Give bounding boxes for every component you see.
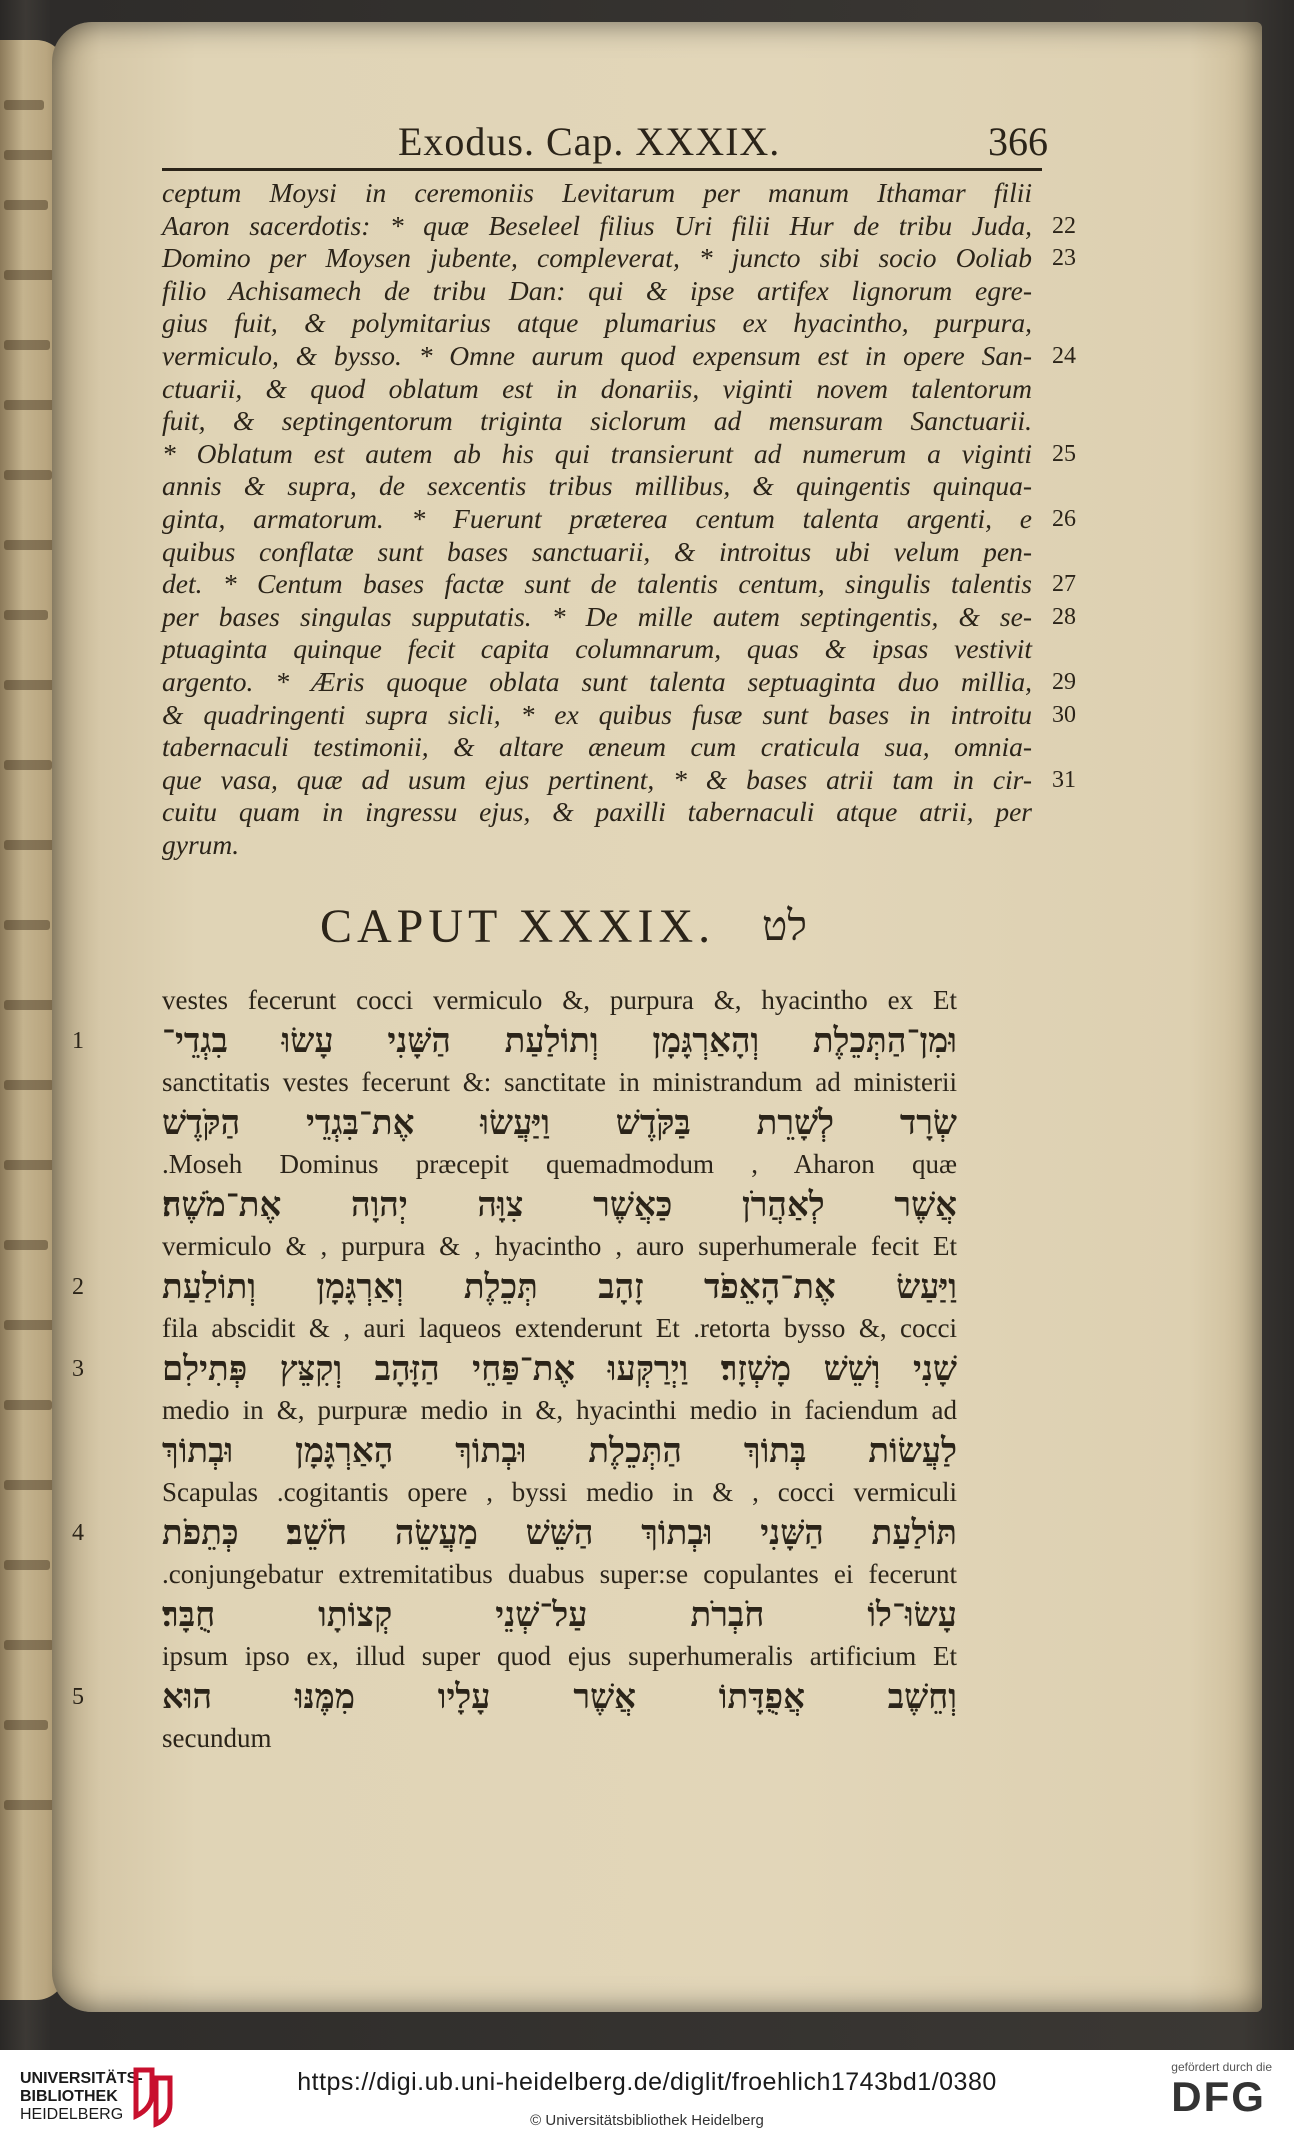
latin-line-text: vermiculo, & bysso. * Omne aurum quod expensum est in opere San- (162, 339, 1032, 371)
latin-line-text: annis & supra, de sexcentis tribus millibus, & quingentis quinqua- (162, 470, 1032, 502)
interlinear-latin-gloss: vermiculo & , purpura & , hyacintho , auro superhumerale fecit Et (162, 1231, 957, 1262)
latin-line (162, 437, 1076, 471)
page-number: 366 (988, 119, 1048, 164)
hebrew-text: תּוֹלַעַת הַשָּׁנִי וּבְתוֹךְ הַשֵּׁשׁ מַעֲשֵׂה חֹשֵׁב׃ כְּתֵפֹת (162, 1513, 957, 1554)
interlinear-hebrew-line (162, 1181, 957, 1229)
latin-line-text: ginta, armatorum. * Fuerunt præterea centum talenta argenti, e (162, 502, 1032, 534)
latin-line (162, 796, 1032, 829)
latin-line-text: gius fuit, & polymitarius atque plumarius ex hyacintho, purpura, (162, 307, 1032, 339)
hebrew-text: שָׁנִי וְשֵׁשׁ מָשְׁזָר׃ וַיְרַקְּעוּ אֶת־פַּחֵי הַזָּהָב וְקִצֵּץ פְּתִילִם (162, 1349, 957, 1390)
viewer-footer (0, 2050, 1294, 2145)
verse-number: 24 (1052, 342, 1076, 369)
verse-number: 23 (1052, 245, 1076, 272)
interlinear-latin-gloss: sanctitatis vestes fecerunt &: sanctitate in ministrandum ad ministerii (162, 1067, 957, 1098)
verse-number: 1 (72, 1028, 84, 1055)
verse-number: 31 (1052, 766, 1076, 793)
interlinear-hebrew-line (72, 1263, 957, 1311)
latin-line (162, 731, 1032, 764)
verse-number: 22 (1052, 212, 1076, 239)
hebrew-text: עָשׂוּ־לוֹ חֹבְרֹת עַל־שְׁנֵי קְצוֹתָו חֻבָּר׃ (162, 1595, 957, 1636)
library-name-line3: HEIDELBERG (20, 2106, 124, 2123)
latin-line-text: que vasa, quæ ad usum ejus pertinent, * & bases atrii tam in cir- (162, 763, 1032, 795)
latin-line-text: Domino per Moysen jubente, compleverat, * juncto sibi socio Ooliab (162, 242, 1032, 274)
book-page (52, 22, 1262, 2012)
latin-line (162, 698, 1076, 732)
latin-line (162, 600, 1076, 634)
library-name-line1: UNIVERSITÄTS- (20, 2070, 143, 2087)
latin-line-text: ctuarii, & quod oblatum est in donariis, viginti novem talentorum (162, 372, 1032, 404)
latin-line (162, 568, 1076, 601)
latin-line-text: ceptum Moysi in ceremoniis Levitarum per manum Ithamar filii (162, 177, 1032, 208)
latin-line-text: tabernaculi testimonii, & altare æneum cum craticula sua, omnia- (162, 731, 1032, 763)
latin-line-text: filio Achisamech de tribu Dan: qui & ipse artifex lignorum egre- (162, 274, 1032, 306)
header-rule (162, 168, 1042, 171)
interlinear-latin-gloss: .Moseh Dominus præcepit quemadmodum , Aharon quæ (162, 1149, 957, 1180)
verse-number: 27 (1052, 571, 1076, 598)
interlinear-latin-gloss: medio in &, purpuræ medio in &, hyacinthi medio in faciendum ad (162, 1395, 957, 1426)
running-head (162, 112, 1048, 168)
latin-line (162, 307, 1032, 340)
funded-by-text: gefördert durch die (1171, 2060, 1272, 2074)
chapter-hebrew-numeral: לט (762, 901, 808, 951)
hebrew-text: וַיַּעַשׂ אֶת־הָאֵפֹד זָהָב תְּכֵלֶת וְאַרְגָּמָן וְתוֹלַעַת (162, 1267, 957, 1308)
interlinear-hebrew-line (162, 1591, 957, 1639)
latin-line-text: fuit, & septingentorum triginta siclorum ad mensuram Sanctuarii. (162, 405, 1032, 437)
latin-line (162, 763, 1076, 797)
interlinear-hebrew-line (162, 1099, 957, 1147)
latin-line-text: argento. * Æris quoque oblata sunt talenta septuaginta duo millia, (162, 665, 1032, 697)
latin-line-text: ptuaginta quinque fecit capita columnarum, quas & ipsas vestivit (162, 633, 1032, 665)
chapter-title: CAPUT XXXIX. (320, 900, 716, 954)
dfg-wordmark: DFG (1171, 2073, 1266, 2120)
latin-line-text: & quadringenti supra sicli, * ex quibus fusæ sunt bases in introitu (162, 698, 1032, 730)
library-name-line2: BIBLIOTHEK (20, 2088, 118, 2105)
copyright-notice: © Universitätsbibliothek Heidelberg (530, 2112, 764, 2129)
interlinear-hebrew-line (162, 1427, 957, 1475)
latin-line (162, 209, 1076, 243)
hebrew-text: וְחֵשֶׁב אֲפֻדָּתוֹ אֲשֶׁר עָלָיו מִמֶּנּוּ הוּא (162, 1677, 957, 1718)
latin-line (162, 242, 1076, 275)
dfg-funding-logo[interactable] (1171, 2060, 1272, 2120)
interlinear-hebrew-line (72, 1345, 957, 1393)
latin-line (162, 536, 1032, 569)
latin-line-text: * Oblatum est autem ab his qui transierunt ad numerum a viginti (162, 437, 1032, 469)
interlinear-latin-gloss: fila abscidit & , auri laqueos extenderunt Et .retorta bysso &, cocci (162, 1313, 957, 1344)
verse-number: 2 (72, 1274, 84, 1301)
latin-line (162, 665, 1076, 699)
latin-line-text: Aaron sacerdotis: * quæ Beseleel filius Uri filii Hur de tribu Juda, (162, 209, 1032, 241)
verse-number: 29 (1052, 668, 1076, 695)
running-title: Exodus. Cap. XXXIX. (398, 119, 781, 164)
verse-number: 25 (1052, 440, 1076, 467)
latin-line (162, 373, 1032, 406)
hebrew-text: שְׂרָד לְשָׁרֵת בַּקֹּדֶשׁ וַיַּעֲשׂוּ אֶת־בִּגְדֵי הַקֹּדֶשׁ (162, 1103, 957, 1144)
interlinear-latin-gloss: .conjungebatur extremitatibus duabus super:se copulantes ei fecerunt (162, 1559, 957, 1590)
interlinear-text-block (72, 983, 1032, 1755)
latin-line (162, 633, 1032, 666)
latin-line-text: cuitu quam in ingressu ejus, & paxilli tabernaculi atque atrii, per (162, 796, 1032, 828)
verse-number: 3 (72, 1356, 84, 1383)
latin-line (162, 339, 1076, 373)
chapter-heading (162, 879, 1032, 979)
interlinear-hebrew-line (72, 1017, 957, 1065)
latin-text-block (162, 177, 1076, 861)
hebrew-text: אֲשֶׁר לְאַהֲרֹן כַּאֲשֶׁר צִוָּה יְהוָה אֶת־מֹשֶׁה׃ (162, 1185, 957, 1226)
verse-number: 4 (72, 1520, 84, 1547)
hebrew-text: לַעֲשׂוֹת בְּתוֹךְ הַתְּכֵלֶת וּבְתוֹךְ הָאַרְגָּמָן וּבְתוֹךְ (162, 1431, 957, 1472)
latin-line (162, 470, 1032, 503)
interlinear-hebrew-line (72, 1673, 957, 1721)
latin-line (162, 177, 1032, 210)
verse-number: 28 (1052, 603, 1076, 630)
latin-line (162, 405, 1032, 438)
verse-number: 26 (1052, 505, 1076, 532)
latin-line (162, 502, 1076, 536)
latin-line (162, 275, 1032, 308)
permalink-url[interactable]: https://digi.ub.uni-heidelberg.de/diglit/froehlich1743bd1/0380 (297, 2068, 997, 2096)
page-content (72, 112, 1076, 1755)
latin-line (162, 829, 1032, 862)
verse-number: 30 (1052, 701, 1076, 728)
latin-line-text: gyrum. (162, 828, 240, 860)
interlinear-latin-gloss: Scapulas .cogitantis opere , byssi medio in & , cocci vermiculi (162, 1477, 957, 1508)
interlinear-latin-gloss: ipsum ipso ex, illud super quod ejus superhumeralis artificium Et (162, 1641, 957, 1672)
latin-line-text: quibus conflatæ sunt bases sanctuarii, & introitus ubi velum pen- (162, 535, 1032, 567)
interlinear-hebrew-line (72, 1509, 957, 1557)
verse-number: 5 (72, 1684, 84, 1711)
interlinear-latin-gloss: secundum (162, 1723, 272, 1754)
latin-line-text: per bases singulas supputatis. * De mille autem septingentis, & se- (162, 600, 1032, 632)
hebrew-text: וּמִן־הַתְּכֵלֶת וְהָאַרְגָּמָן וְתוֹלַעַת הַשָּׁנִי עָשׂוּ בִגְדֵי־ (162, 1021, 957, 1062)
latin-line-text: det. * Centum bases factæ sunt de talentis centum, singulis talentis (162, 568, 1032, 600)
interlinear-latin-gloss: vestes fecerunt cocci vermiculo &, purpura &, hyacintho ex Et (162, 985, 957, 1016)
